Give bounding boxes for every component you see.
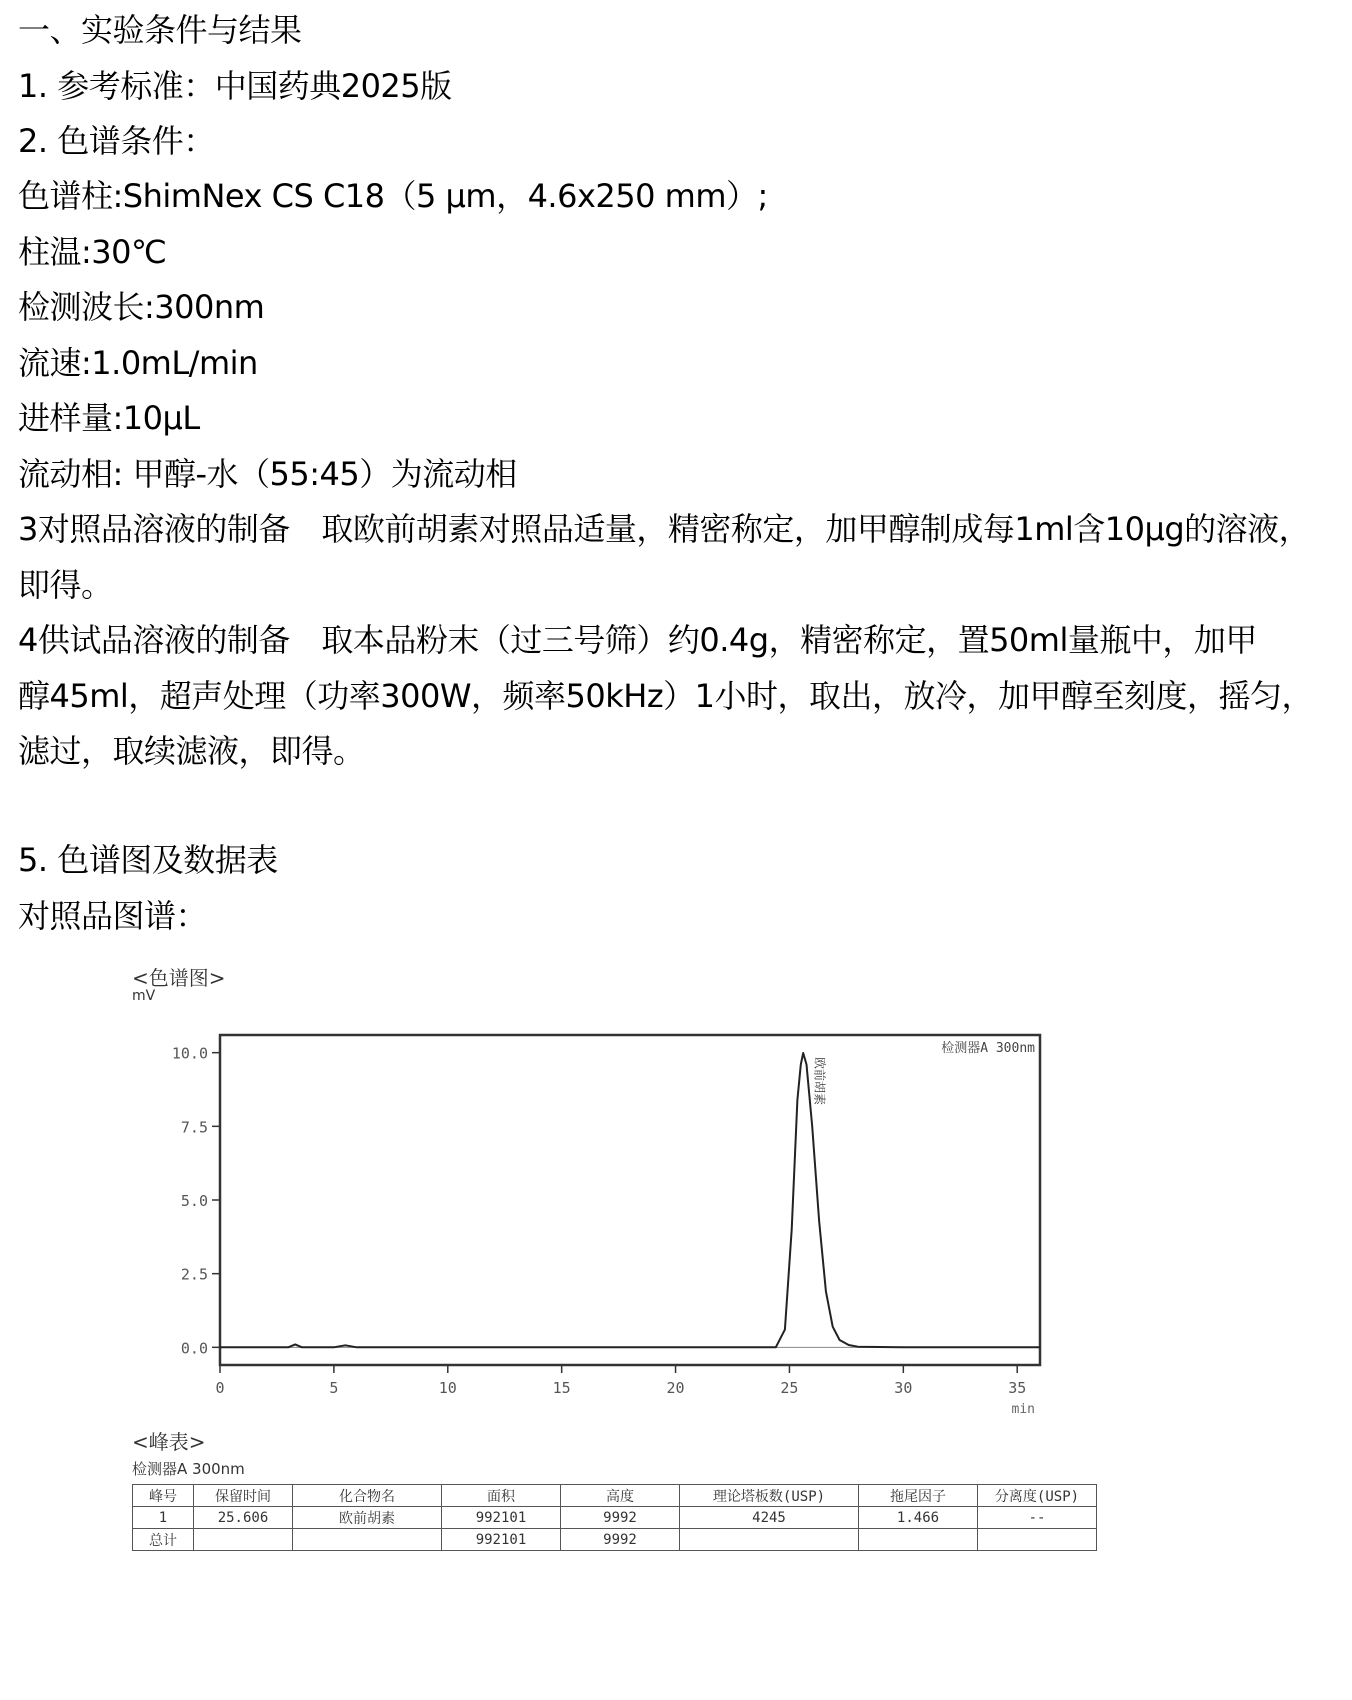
table-cell: 25.606: [194, 1507, 293, 1529]
table-cell: 分离度(USP): [978, 1485, 1097, 1507]
peak-table-title: <峰表>: [132, 1430, 206, 1454]
peak-table-detector: 检测器A 300nm: [132, 1460, 245, 1478]
sample-prep-line-3: 滤过，取续滤液，即得。: [18, 732, 365, 770]
reference-prep-line-1: 3对照品溶液的制备 取欧前胡素对照品适量，精密称定，加甲醇制成每1ml含10μg的溶液，: [18, 510, 1311, 548]
y-tick-label: 7.5: [180, 1118, 208, 1137]
column-line: 色谱柱:ShimNex CS C18（5 μm，4.6x250 mm）;: [18, 177, 768, 215]
x-tick-label: 30: [894, 1379, 913, 1397]
table-cell: 拖尾因子: [859, 1485, 978, 1507]
table-cell: 992101: [442, 1529, 561, 1551]
table-row: [133, 1507, 1097, 1529]
chart-title: <色谱图>: [132, 966, 226, 990]
table-cell: [194, 1529, 293, 1551]
section-heading: 一、实验条件与结果: [18, 11, 302, 49]
detector-label: 检测器A 300nm: [941, 1041, 1035, 1056]
table-cell: 1: [133, 1507, 194, 1529]
table-cell: 992101: [442, 1507, 561, 1529]
table-cell: --: [978, 1507, 1097, 1529]
y-tick-label: 0.0: [180, 1339, 208, 1358]
table-cell: 4245: [680, 1507, 859, 1529]
table-cell: 高度: [561, 1485, 680, 1507]
section-5-title: 5. 色谱图及数据表: [18, 841, 278, 879]
injection-line: 进样量:10μL: [18, 399, 200, 437]
chromatogram-figure: [132, 966, 1140, 1700]
table-cell: [680, 1529, 859, 1551]
conditions-title: 2. 色谱条件：: [18, 122, 215, 160]
x-tick-label: 0: [215, 1379, 225, 1397]
table-cell: 化合物名: [293, 1485, 442, 1507]
temperature-line: 柱温:30℃: [18, 233, 167, 271]
table-row: [133, 1529, 1097, 1551]
reference-chromatogram-label: 对照品图谱：: [18, 897, 208, 935]
reference-standard: 1. 参考标准：中国药典2025版: [18, 67, 452, 105]
x-tick-label: 15: [552, 1379, 571, 1397]
y-tick-label: 10.0: [171, 1044, 208, 1063]
wavelength-line: 检测波长:300nm: [18, 288, 265, 326]
peak-table: [132, 1484, 1097, 1551]
y-tick-label: 5.0: [180, 1192, 208, 1210]
table-header-row: [133, 1485, 1097, 1507]
flow-line: 流速:1.0mL/min: [18, 344, 258, 382]
table-cell: 保留时间: [194, 1485, 293, 1507]
table-cell: 9992: [561, 1529, 680, 1551]
sample-prep-line-2: 醇45ml，超声处理（功率300W，频率50kHz）1小时，取出，放冷，加甲醇至刻度，摇匀，: [18, 677, 1313, 715]
sample-prep-line-1: 4供试品溶液的制备 取本品粉末（过三号筛）约0.4g，精密称定，置50ml量瓶中，加甲: [18, 621, 1257, 659]
x-tick-label: 5: [329, 1379, 339, 1397]
table-cell: 欧前胡素: [293, 1507, 442, 1529]
table-cell: [978, 1529, 1097, 1551]
reference-prep-line-2: 即得。: [18, 566, 113, 604]
table-cell: 1.466: [859, 1507, 978, 1529]
table-cell: [859, 1529, 978, 1551]
x-tick-label: 20: [666, 1379, 685, 1397]
table-cell: 总计: [133, 1529, 194, 1551]
y-unit-label: mV: [132, 988, 156, 1004]
chromatogram-chart: [140, 1000, 1140, 1420]
x-tick-label: 35: [1008, 1379, 1027, 1397]
table-cell: 面积: [442, 1485, 561, 1507]
mobile-phase-line: 流动相: 甲醇-水（55:45）为流动相: [18, 455, 517, 493]
y-tick-label: 2.5: [180, 1265, 208, 1284]
table-cell: 理论塔板数(USP): [680, 1485, 859, 1507]
plot-frame: [220, 1035, 1040, 1365]
table-cell: [293, 1529, 442, 1551]
peak-label: 欧前胡素: [812, 1056, 827, 1105]
chromatogram-trace-0: [220, 1053, 1040, 1347]
table-cell: 9992: [561, 1507, 680, 1529]
x-tick-label: 25: [780, 1379, 799, 1397]
x-axis-label: min: [1011, 1402, 1035, 1417]
table-cell: 峰号: [133, 1485, 194, 1507]
x-tick-label: 10: [438, 1379, 457, 1397]
